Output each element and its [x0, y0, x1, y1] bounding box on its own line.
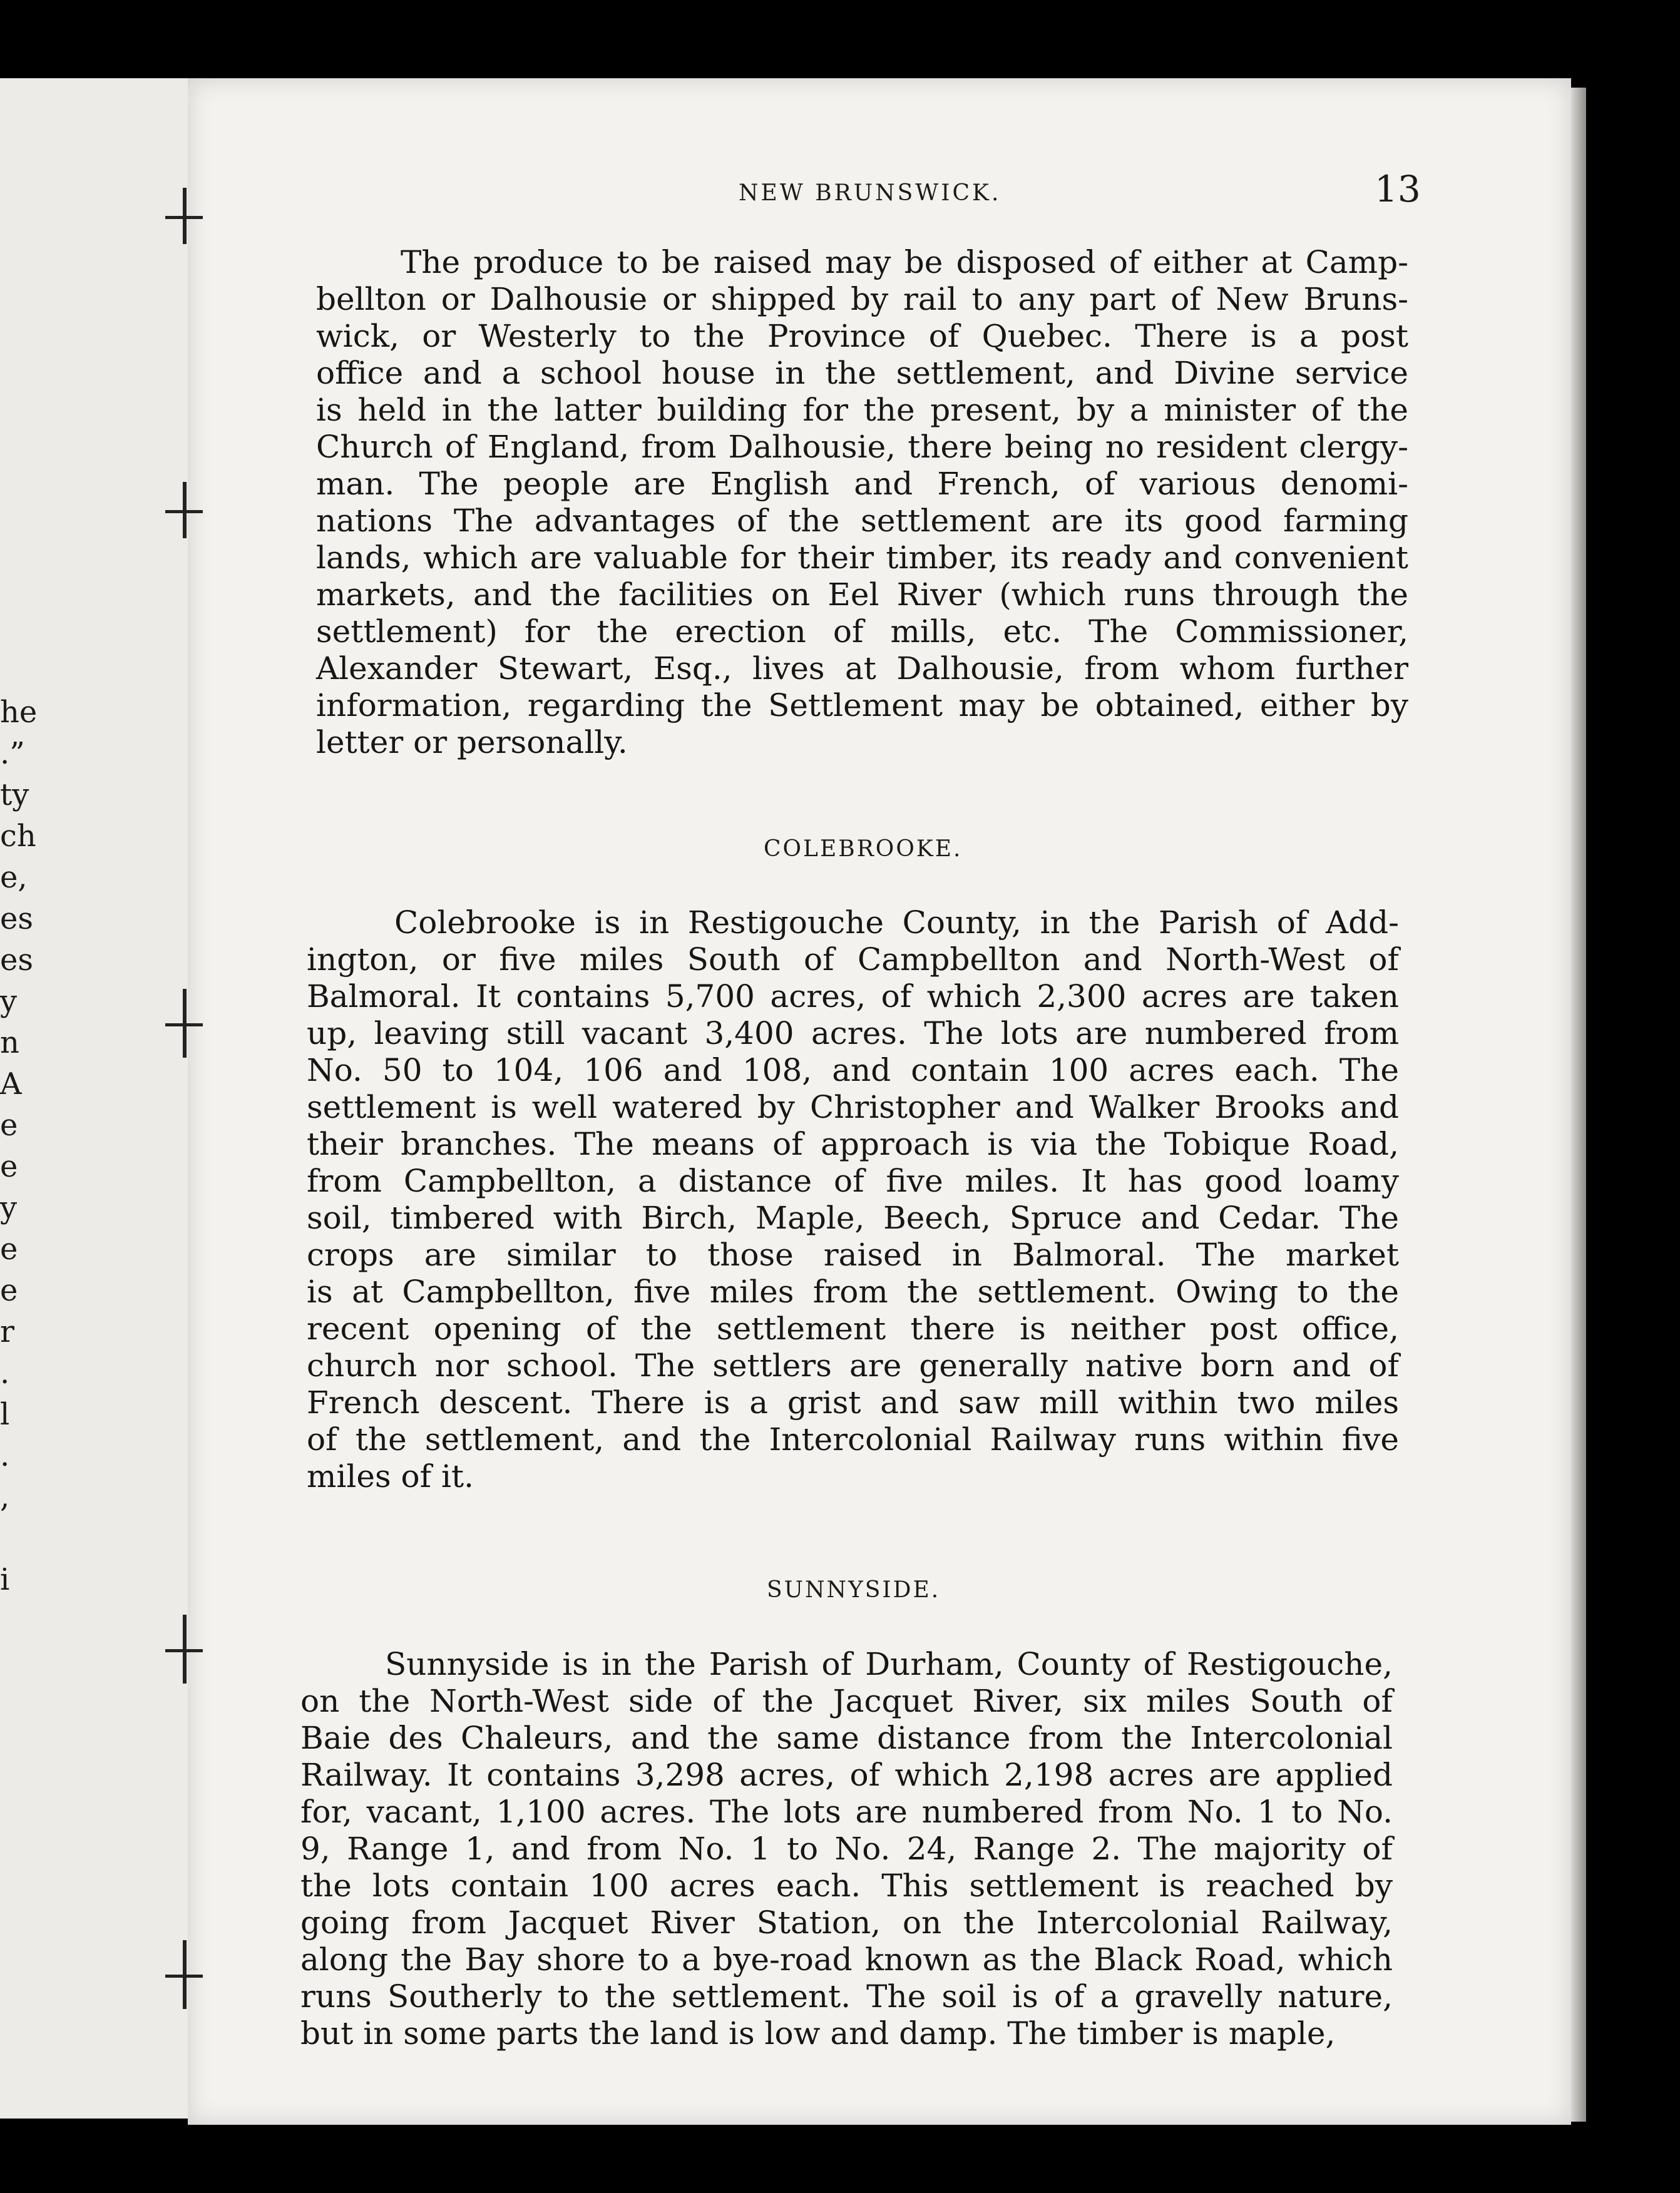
margin-fragment: y [0, 1190, 18, 1225]
margin-fragment: , [0, 1480, 10, 1515]
running-title: NEW BRUNSWICK. [739, 180, 1001, 206]
text-line: lands, which are valuable for their timber, its ready and convenient [316, 539, 1408, 576]
text-line: from Campbellton, a distance of five miles. It has good loamy [307, 1163, 1399, 1199]
text-line: No. 50 to 104, 106 and 108, and contain 100 acres each. The [307, 1052, 1399, 1088]
text-line: along the Bay shore to a bye-road known as the Black Road, which [300, 1941, 1393, 1978]
text-line: up, leaving still vacant 3,400 acres. The lots are numbered from [307, 1015, 1399, 1051]
margin-fragment: he [0, 695, 38, 730]
text-line: settlement) for the erection of mills, etc. The Commissioner, [316, 613, 1408, 650]
margin-fragment: e [0, 1108, 18, 1143]
margin-fragment: ch [0, 819, 36, 854]
margin-fragment: es [0, 943, 34, 978]
margin-fragment: e [0, 1232, 18, 1267]
margin-fragment: es [0, 901, 34, 936]
text-line: 9, Range 1, and from No. 1 to No. 24, Range 2. The majority of [300, 1831, 1393, 1867]
page-edge-shadow [1571, 88, 1586, 2122]
text-line: is held in the latter building for the present, by a minister of the [316, 392, 1408, 428]
text-line: crops are similar to those raised in Balmoral. The market [307, 1237, 1399, 1273]
sunnyside-paragraph [300, 1646, 1393, 2052]
text-line: Sunnyside is in the Parish of Durham, County of Restigouche, [385, 1646, 1393, 1682]
text-line: miles of it. [307, 1458, 474, 1495]
text-line: The produce to be raised may be disposed of either at Camp- [401, 244, 1408, 280]
text-line: going from Jacquet River Station, on the Intercolonial Railway, [300, 1904, 1393, 1941]
margin-fragment: . [0, 1356, 10, 1391]
margin-fragment: r [0, 1314, 14, 1349]
text-line: is at Campbellton, five miles from the settlement. Owing to the [307, 1274, 1399, 1310]
margin-fragment: A [0, 1066, 22, 1102]
margin-fragment: e, [0, 860, 28, 895]
text-line: office and a school house in the settlement, and Divine service [316, 355, 1408, 391]
text-line: man. The people are English and French, of various denomi- [316, 466, 1408, 502]
facing-page-edge [0, 78, 192, 2119]
text-line: the lots contain 100 acres each. This settlement is reached by [300, 1868, 1393, 1904]
text-line: runs Southerly to the settlement. The soil is of a gravelly nature, [300, 1978, 1393, 2015]
text-line: Alexander Stewart, Esq., lives at Dalhousie, from whom further [316, 650, 1408, 687]
text-line: information, regarding the Settlement may be obtained, either by [316, 687, 1408, 723]
text-line: bellton or Dalhousie or shipped by rail to any part of New Bruns- [316, 281, 1408, 317]
binding-mark [183, 188, 187, 244]
intro-paragraph [316, 244, 1408, 761]
text-line: for, vacant, 1,100 acres. The lots are numbered from No. 1 to No. [300, 1794, 1393, 1830]
margin-fragment: l [0, 1397, 10, 1432]
text-line: Baie des Chaleurs, and the same distance from the Intercolonial [300, 1720, 1393, 1756]
margin-fragment: n [0, 1025, 19, 1060]
binding-mark [183, 1615, 187, 1684]
binding-mark [183, 1940, 187, 2009]
text-line: recent opening of the settlement there is neither post office, [307, 1311, 1399, 1347]
margin-fragment [0, 1518, 75, 1559]
scan-border [0, 2125, 1680, 2193]
margin-fragment: i [0, 1562, 10, 1597]
binding-mark [183, 482, 187, 538]
sunnyside-heading: SUNNYSIDE. [767, 1577, 941, 1603]
margin-fragment: .” [0, 736, 25, 771]
margin-fragment: y [0, 984, 18, 1019]
text-line: soil, timbered with Birch, Maple, Beech, Spruce and Cedar. The [307, 1200, 1399, 1236]
text-line: wick, or Westerly to the Province of Quebec. There is a post [316, 318, 1408, 354]
text-line: French descent. There is a grist and saw mill within two miles [307, 1384, 1399, 1421]
text-line: on the North-West side of the Jacquet River, six miles South of [300, 1683, 1393, 1719]
page-number: 13 [1375, 168, 1421, 210]
text-line: ington, or five miles South of Campbellton and North-West of [307, 941, 1399, 978]
text-line: but in some parts the land is low and damp. The timber is maple, [300, 2015, 1336, 2052]
margin-fragment: ty [0, 777, 29, 812]
text-line: letter or personally. [316, 724, 628, 760]
text-line: their branches. The means of approach is via the Tobique Road, [307, 1126, 1399, 1162]
text-line: nations The advantages of the settlement are its good farming [316, 503, 1408, 539]
colebrooke-paragraph [307, 904, 1399, 1495]
text-line: of the settlement, and the Intercolonial Railway runs within five [307, 1421, 1399, 1458]
text-line: Railway. It contains 3,298 acres, of which 2,198 acres are applied [300, 1757, 1393, 1793]
text-line: markets, and the facilities on Eel River (which runs through the [316, 576, 1408, 613]
colebrooke-heading: COLEBROOKE. [764, 836, 963, 862]
text-line: Balmoral. It contains 5,700 acres, of which 2,300 acres are taken [307, 978, 1399, 1015]
text-line: settlement is well watered by Christopher and Walker Brooks and [307, 1089, 1399, 1125]
margin-fragment: . [0, 1438, 10, 1473]
margin-fragment: e [0, 1273, 18, 1308]
binding-mark [183, 989, 187, 1058]
text-line: Church of England, from Dalhousie, there being no resident clergy- [316, 429, 1408, 465]
text-line: church nor school. The settlers are generally native born and of [307, 1347, 1399, 1384]
margin-fragment: e [0, 1149, 18, 1184]
text-line: Colebrooke is in Restigouche County, in the Parish of Add- [394, 904, 1399, 941]
facing-page-margin-text [0, 692, 75, 1600]
